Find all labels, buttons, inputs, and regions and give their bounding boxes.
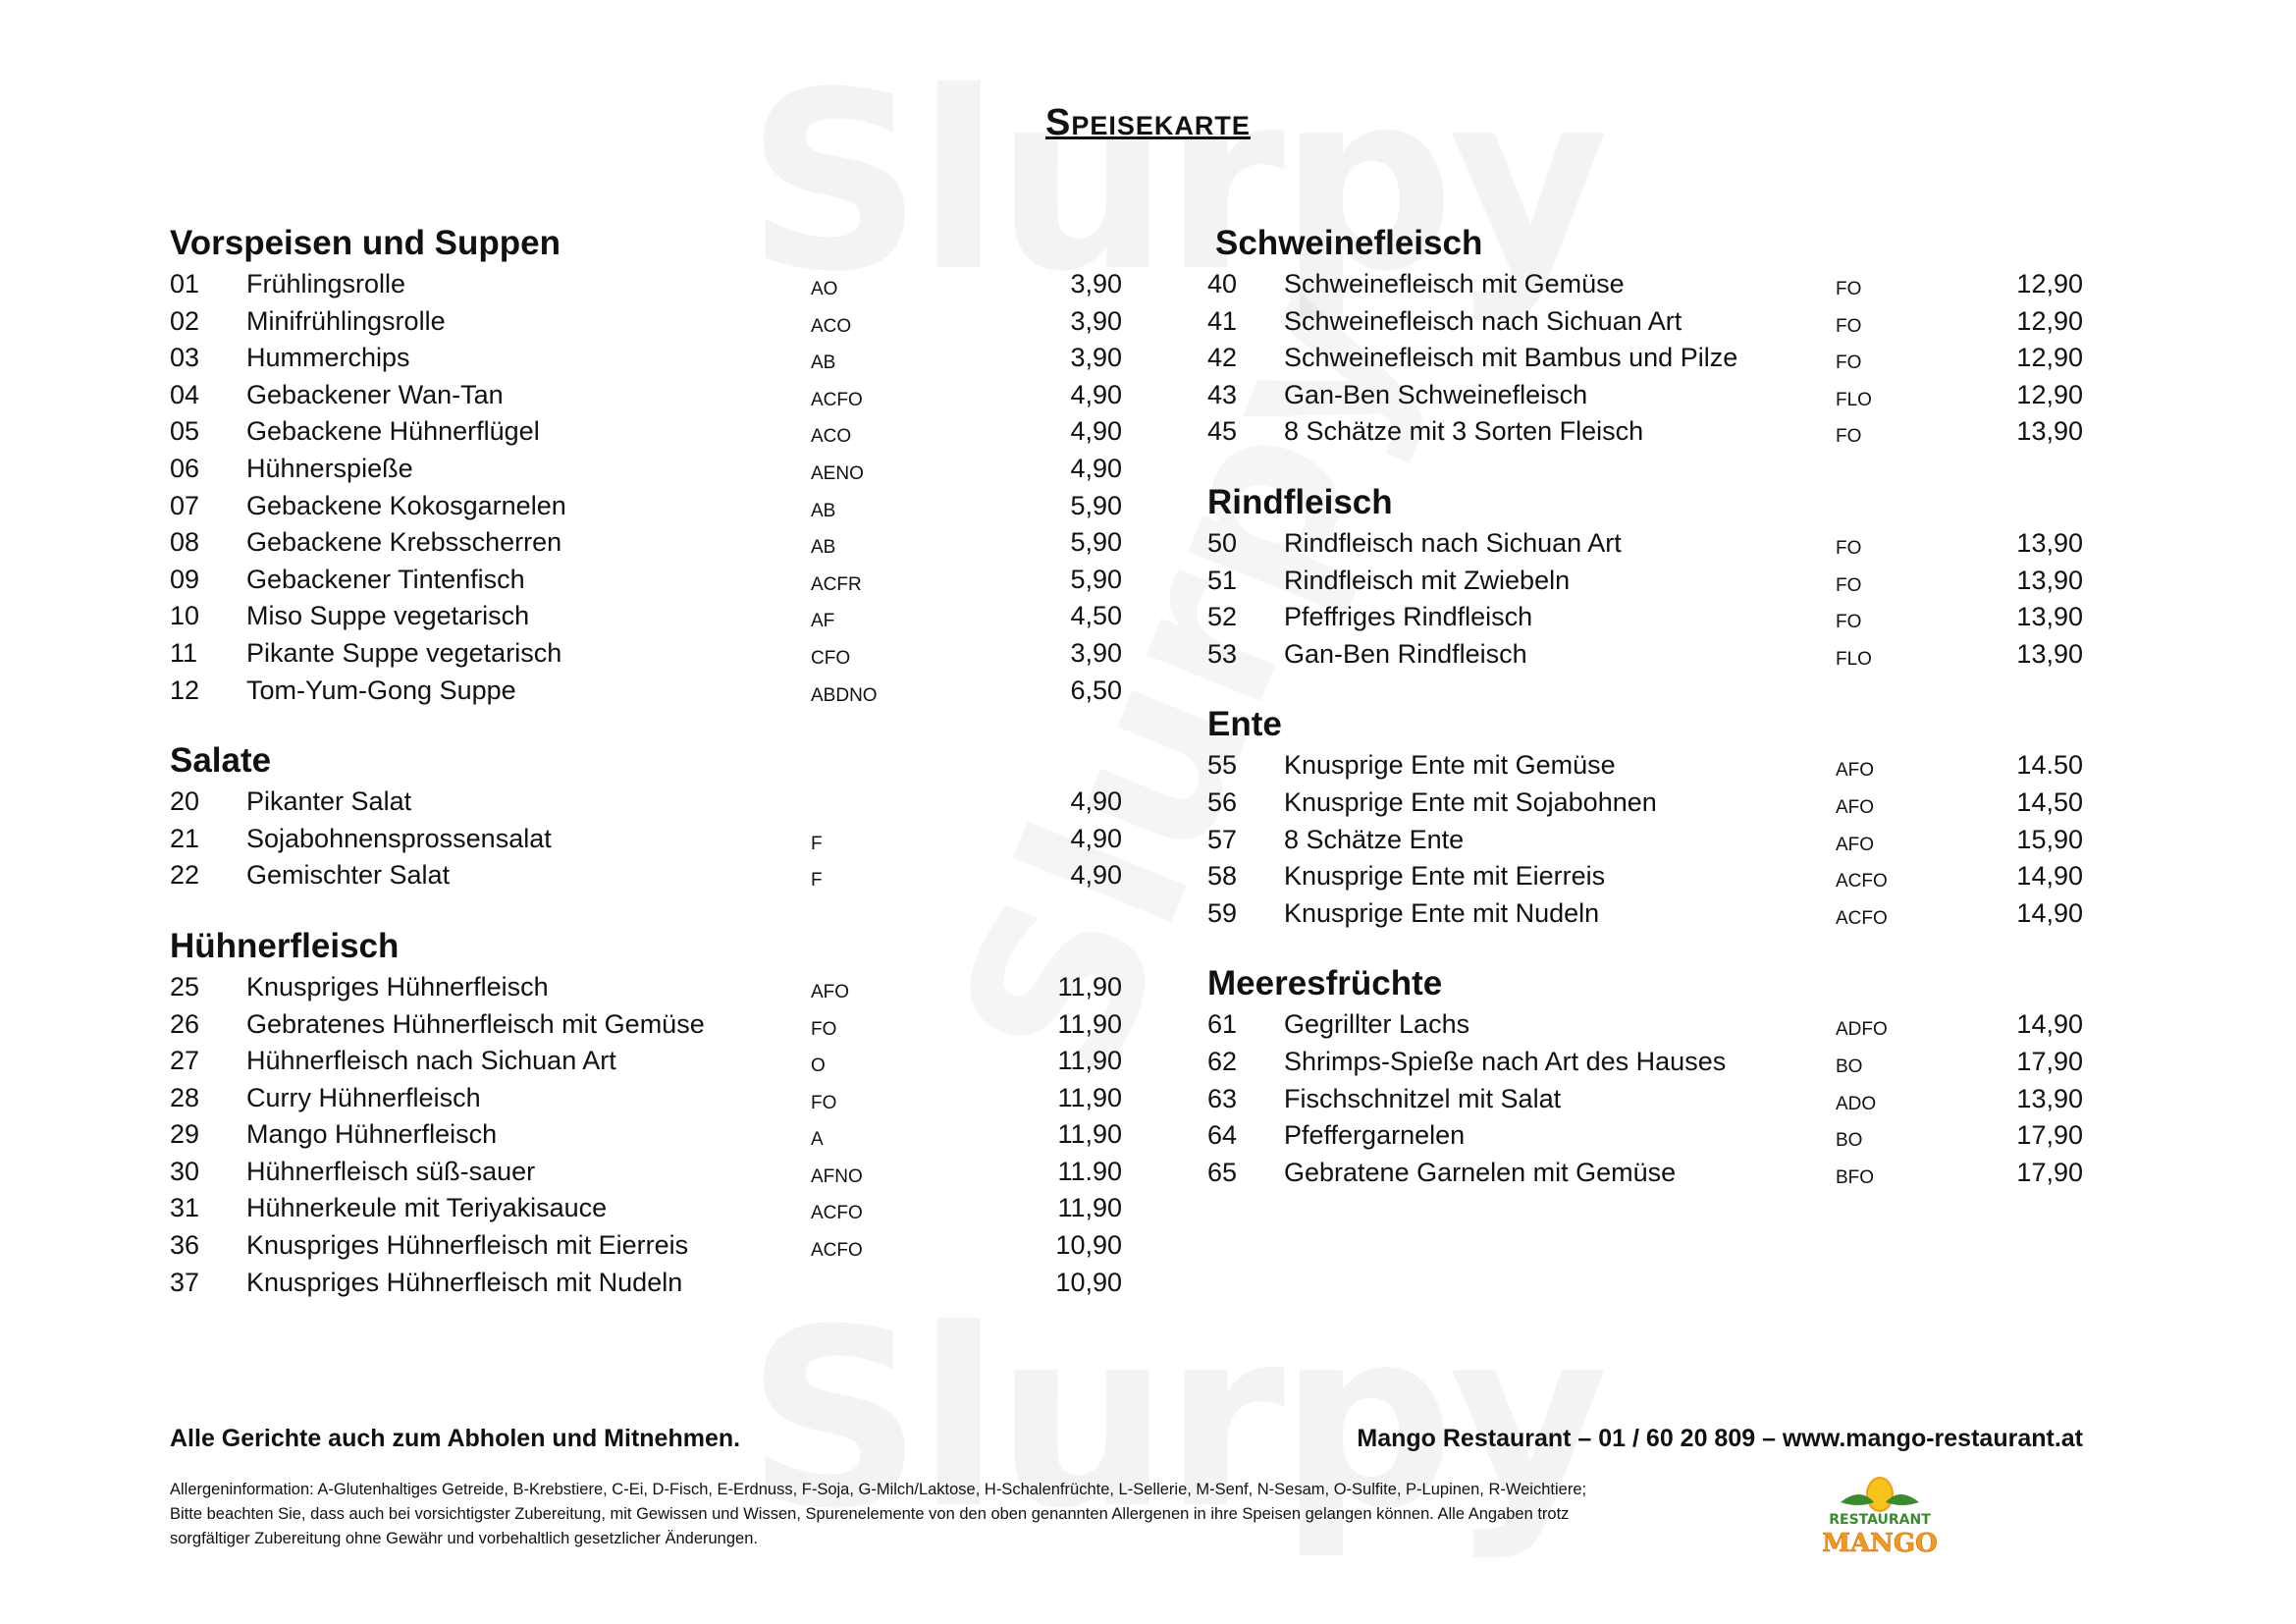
menu-item [170, 377, 1122, 414]
item-number: 62 [1207, 1046, 1238, 1076]
item-price: 14,50 [2016, 786, 2083, 817]
item-price: 11,90 [1057, 971, 1122, 1001]
item-price: 3,90 [1070, 637, 1122, 668]
item-name: Gebratene Garnelen mit Gemüse [1284, 1157, 1677, 1187]
item-allergens: ACFO [1836, 907, 1888, 929]
item-number: 31 [170, 1193, 200, 1223]
item-allergens: ADFO [1836, 1019, 1888, 1041]
left-column [170, 221, 1122, 1330]
menu-section [1207, 702, 2083, 932]
menu-item [170, 1006, 1122, 1044]
item-number: 25 [170, 971, 200, 1001]
item-number: 43 [1207, 379, 1238, 409]
contact-info: Mango Restaurant – 01 / 60 20 809 – www.mango-restaurant.at [1357, 1425, 2083, 1452]
item-allergens: ACFO [811, 1240, 863, 1262]
item-name: Minifrühlingsrolle [246, 305, 446, 336]
item-name: Hühnerfleisch süß-sauer [246, 1156, 536, 1186]
menu-item [170, 1154, 1122, 1191]
item-price: 4,50 [1070, 601, 1122, 631]
item-price: 11,90 [1057, 1119, 1122, 1150]
restaurant-logo [1801, 1473, 1958, 1561]
menu-item [170, 562, 1122, 599]
logo-line2: MANGO [1822, 1529, 1938, 1558]
item-price: 6,50 [1070, 675, 1122, 705]
item-allergens: FO [1836, 612, 1862, 633]
item-allergens: O [811, 1056, 826, 1077]
menu-item [170, 266, 1122, 303]
item-number: 21 [170, 823, 200, 853]
item-name: Rindfleisch mit Zwiebeln [1284, 565, 1571, 595]
menu-item [170, 303, 1122, 341]
item-name: Sojabohnensprossensalat [246, 823, 552, 853]
section-title: Vorspeisen und Suppen [170, 224, 561, 262]
menu-item [170, 1080, 1122, 1117]
section-title: Rindfleisch [1207, 482, 1393, 521]
item-name: Hühnerfleisch nach Sichuan Art [246, 1046, 616, 1076]
mango-fruit-icon [1841, 1478, 1919, 1511]
item-number: 05 [170, 416, 200, 447]
item-price: 13,90 [2016, 416, 2083, 447]
item-number: 28 [170, 1082, 200, 1112]
menu-item [1207, 1155, 2083, 1192]
menu-item [1207, 858, 2083, 895]
item-name: Gebackene Hühnerflügel [246, 416, 540, 447]
item-number: 40 [1207, 269, 1238, 298]
item-price: 14,90 [2016, 861, 2083, 892]
menu-item [1207, 303, 2083, 341]
item-allergens: AO [811, 279, 838, 299]
item-allergens: ACO [811, 426, 852, 448]
menu-item [170, 969, 1122, 1006]
item-allergens: AB [811, 352, 836, 374]
item-price: 4,90 [1070, 823, 1122, 853]
menu-item [170, 1043, 1122, 1080]
item-allergens: F [811, 870, 823, 892]
menu-section [1207, 221, 2083, 451]
item-number: 56 [1207, 786, 1238, 817]
item-name: Gan-Ben Schweinefleisch [1284, 379, 1588, 409]
menu-item [1207, 636, 2083, 674]
item-price: 11,90 [1057, 1046, 1122, 1076]
item-price: 12,90 [2016, 379, 2083, 409]
item-name: Knuspriges Hühnerfleisch mit Nudeln [246, 1267, 683, 1297]
item-price: 10,90 [1055, 1267, 1122, 1297]
item-name: Mango Hühnerfleisch [246, 1119, 498, 1150]
item-allergens: AFO [1836, 834, 1875, 855]
item-number: 11 [170, 637, 198, 668]
item-price: 13,90 [2016, 565, 2083, 595]
item-number: 29 [170, 1119, 200, 1150]
item-number: 36 [170, 1230, 200, 1261]
menu-item [170, 857, 1122, 894]
item-price: 17,90 [2016, 1157, 2083, 1187]
menu-item [1207, 1044, 2083, 1081]
menu-item [1207, 1117, 2083, 1155]
menu-section [170, 924, 1122, 1301]
item-number: 65 [1207, 1157, 1238, 1187]
item-number: 27 [170, 1046, 200, 1076]
item-name: Gebratenes Hühnerfleisch mit Gemüse [246, 1008, 705, 1039]
item-name: Rindfleisch nach Sichuan Art [1284, 527, 1622, 558]
item-allergens: ADO [1836, 1093, 1877, 1114]
item-price: 13,90 [2016, 527, 2083, 558]
item-name: Gegrillter Lachs [1284, 1009, 1470, 1040]
menu-item [170, 1227, 1122, 1265]
menu-item [170, 673, 1122, 710]
item-allergens: BO [1836, 1056, 1863, 1077]
item-allergens: CFO [811, 647, 851, 669]
section-title: Ente [1207, 705, 1282, 744]
item-price: 4,90 [1070, 453, 1122, 483]
item-price: 12,90 [2016, 269, 2083, 298]
item-price: 4,90 [1070, 379, 1122, 409]
item-name: Frühlingsrolle [246, 269, 406, 298]
item-allergens: FO [811, 1018, 837, 1040]
item-allergens: AFO [1836, 796, 1875, 818]
menu-item [170, 340, 1122, 377]
menu-section [170, 221, 1122, 709]
item-number: 53 [1207, 638, 1238, 669]
item-price: 13,90 [2016, 1083, 2083, 1113]
item-name: Hühnerspieße [246, 453, 413, 483]
item-number: 61 [1207, 1009, 1238, 1040]
item-allergens: ACFR [811, 573, 862, 595]
item-name: Tom-Yum-Gong Suppe [246, 675, 516, 705]
item-allergens: AFO [811, 981, 850, 1002]
menu-item [1207, 1081, 2083, 1118]
menu-section [170, 738, 1122, 894]
item-price: 4,90 [1070, 860, 1122, 891]
item-price: 11,90 [1057, 1008, 1122, 1039]
item-name: 8 Schätze Ente [1284, 824, 1465, 854]
item-price: 17,90 [2016, 1120, 2083, 1151]
item-name: Knusprige Ente mit Gemüse [1284, 750, 1616, 781]
item-allergens: AB [811, 500, 836, 521]
item-name: Shrimps-Spieße nach Art des Hauses [1284, 1046, 1727, 1076]
item-price: 3,90 [1070, 343, 1122, 373]
item-name: Pikante Suppe vegetarisch [246, 637, 562, 668]
item-number: 45 [1207, 416, 1238, 447]
item-number: 04 [170, 379, 200, 409]
item-name: Pfeffriges Rindfleisch [1284, 602, 1533, 632]
item-number: 08 [170, 527, 200, 558]
logo-line1: RESTAURANT [1829, 1512, 1931, 1528]
item-allergens: ACFO [1836, 871, 1888, 893]
item-price: 4,90 [1070, 416, 1122, 447]
item-allergens: AB [811, 537, 836, 559]
item-number: 41 [1207, 305, 1238, 336]
allergen-info [170, 1478, 1701, 1551]
item-name: Miso Suppe vegetarisch [246, 601, 530, 631]
menu-item [170, 598, 1122, 635]
item-price: 11,90 [1057, 1193, 1122, 1223]
item-price: 14,90 [2016, 897, 2083, 928]
item-allergens: FO [1836, 352, 1862, 374]
item-name: Knuspriges Hühnerfleisch [246, 971, 549, 1001]
item-name: Gemischter Salat [246, 860, 451, 891]
item-name: Hühnerkeule mit Teriyakisauce [246, 1193, 608, 1223]
item-price: 3,90 [1070, 269, 1122, 298]
item-number: 64 [1207, 1120, 1238, 1151]
item-allergens: AFO [1836, 760, 1875, 782]
item-price: 17,90 [2016, 1046, 2083, 1076]
item-price: 5,90 [1070, 527, 1122, 558]
item-name: Hummerchips [246, 343, 410, 373]
menu-item [1207, 747, 2083, 785]
item-number: 42 [1207, 343, 1238, 373]
menu-item [170, 635, 1122, 673]
item-number: 10 [170, 601, 200, 631]
item-number: 02 [170, 305, 200, 336]
item-number: 03 [170, 343, 200, 373]
item-number: 63 [1207, 1083, 1238, 1113]
item-allergens: BFO [1836, 1166, 1875, 1188]
menu-item [170, 1116, 1122, 1154]
takeaway-note: Alle Gerichte auch zum Abholen und Mitnehmen. [170, 1425, 741, 1452]
menu-section [1207, 480, 2083, 673]
item-allergens: FO [1836, 574, 1862, 596]
item-price: 13,90 [2016, 602, 2083, 632]
item-name: Knusprige Ente mit Nudeln [1284, 897, 1600, 928]
item-number: 50 [1207, 527, 1238, 558]
item-price: 12,90 [2016, 343, 2083, 373]
menu-item [1207, 822, 2083, 859]
allergen-info-line: Allergeninformation: A-Glutenhaltiges Getreide, B-Krebstiere, C-Ei, D-Fisch, E-Erdnuss, F-Soja, G-Milch/Laktose, H-Schalenfrüchte, L-Sellerie, M-Senf, N-Sesam, O-Sulfite, P-Lupinen, R-Weichtiere; [170, 1481, 1587, 1498]
menu-item [1207, 340, 2083, 377]
item-allergens: F [811, 833, 823, 854]
item-price: 14,90 [2016, 1009, 2083, 1040]
menu-item [1207, 413, 2083, 451]
item-allergens: FO [1836, 315, 1862, 337]
item-price: 5,90 [1070, 564, 1122, 594]
item-allergens: AFNO [811, 1165, 863, 1187]
menu-item [1207, 377, 2083, 414]
item-name: Gebackene Kokosgarnelen [246, 490, 566, 520]
menu-item [170, 524, 1122, 562]
item-number: 26 [170, 1008, 200, 1039]
menu-item [1207, 266, 2083, 303]
item-name: Fischschnitzel mit Salat [1284, 1083, 1562, 1113]
item-allergens: FO [1836, 426, 1862, 448]
item-name: Knuspriges Hühnerfleisch mit Eierreis [246, 1230, 689, 1261]
item-price: 4,90 [1070, 786, 1122, 817]
item-price: 14.50 [2016, 750, 2083, 781]
item-name: Schweinefleisch nach Sichuan Art [1284, 305, 1682, 336]
item-number: 52 [1207, 602, 1238, 632]
item-name: Pikanter Salat [246, 786, 412, 817]
item-price: 12,90 [2016, 305, 2083, 336]
item-allergens: FLO [1836, 648, 1872, 670]
item-number: 57 [1207, 824, 1238, 854]
item-price: 15,90 [2016, 824, 2083, 854]
menu-item [1207, 785, 2083, 822]
item-number: 09 [170, 564, 200, 594]
item-name: 8 Schätze mit 3 Sorten Fleisch [1284, 416, 1644, 447]
item-name: Curry Hühnerfleisch [246, 1082, 481, 1112]
item-price: 11.90 [1057, 1156, 1122, 1186]
item-allergens: AENO [811, 462, 864, 484]
item-allergens: FO [1836, 279, 1862, 299]
item-name: Schweinefleisch mit Bambus und Pilze [1284, 343, 1738, 373]
menu-item [1207, 599, 2083, 636]
item-name: Knusprige Ente mit Eierreis [1284, 861, 1606, 892]
item-name: Schweinefleisch mit Gemüse [1284, 269, 1625, 298]
menu-item [170, 1265, 1122, 1302]
item-price: 11,90 [1057, 1082, 1122, 1112]
item-number: 37 [170, 1267, 200, 1297]
item-name: Pfeffergarnelen [1284, 1120, 1466, 1151]
item-allergens: ACO [811, 315, 852, 337]
menu-item [170, 821, 1122, 858]
allergen-info-line: Bitte beachten Sie, dass auch bei vorsichtigster Zubereitung, mit Gewissen und Wissen, Spurenelemente von den oben genannten Allergenen in ihre Speisen gelangen können. Alle Angaben trotz [170, 1505, 1570, 1523]
item-number: 07 [170, 490, 200, 520]
item-price: 5,90 [1070, 490, 1122, 520]
section-title: Hühnerfleisch [170, 926, 400, 965]
item-allergens: FO [1836, 537, 1862, 559]
item-price: 10,90 [1055, 1230, 1122, 1261]
item-number: 30 [170, 1156, 200, 1186]
item-name: Gan-Ben Rindfleisch [1284, 638, 1527, 669]
item-number: 51 [1207, 565, 1238, 595]
item-price: 13,90 [2016, 638, 2083, 669]
menu-item [1207, 895, 2083, 933]
menu-item [170, 1190, 1122, 1227]
menu-item [1207, 1006, 2083, 1044]
item-allergens: ACFO [811, 1203, 863, 1224]
section-title: Meeresfrüchte [1207, 964, 1443, 1003]
menu-item [170, 488, 1122, 525]
menu-item [170, 451, 1122, 488]
item-name: Gebackene Krebsscherren [246, 527, 562, 558]
item-number: 59 [1207, 897, 1238, 928]
item-name: Gebackener Wan-Tan [246, 379, 504, 409]
item-name: Gebackener Tintenfisch [246, 564, 525, 594]
menu-item [1207, 525, 2083, 563]
menu-item [170, 784, 1122, 821]
item-number: 22 [170, 860, 200, 891]
item-allergens: A [811, 1129, 824, 1151]
item-number: 06 [170, 453, 200, 483]
right-column [1207, 221, 2083, 1220]
item-number: 12 [170, 675, 200, 705]
menu-item [170, 413, 1122, 451]
menu-item [1207, 563, 2083, 600]
item-allergens: ACFO [811, 389, 863, 410]
item-number: 55 [1207, 750, 1238, 781]
section-title: Salate [170, 741, 272, 781]
allergen-info-line: sorgfältiger Zubereitung ohne Gewähr und vorbehaltlich gesetzlicher Änderungen. [170, 1530, 758, 1547]
menu-section [1207, 961, 2083, 1191]
page-title: Speisekarte [1045, 102, 1251, 143]
item-allergens: BO [1836, 1130, 1863, 1152]
section-title: Schweinefleisch [1215, 224, 1483, 262]
item-number: 20 [170, 786, 200, 817]
item-allergens: FLO [1836, 389, 1872, 410]
item-allergens: AF [811, 611, 835, 632]
item-price: 3,90 [1070, 305, 1122, 336]
item-allergens: ABDNO [811, 684, 878, 706]
item-name: Knusprige Ente mit Sojabohnen [1284, 786, 1657, 817]
item-number: 01 [170, 269, 200, 298]
item-allergens: FO [811, 1092, 837, 1113]
item-number: 58 [1207, 861, 1238, 892]
